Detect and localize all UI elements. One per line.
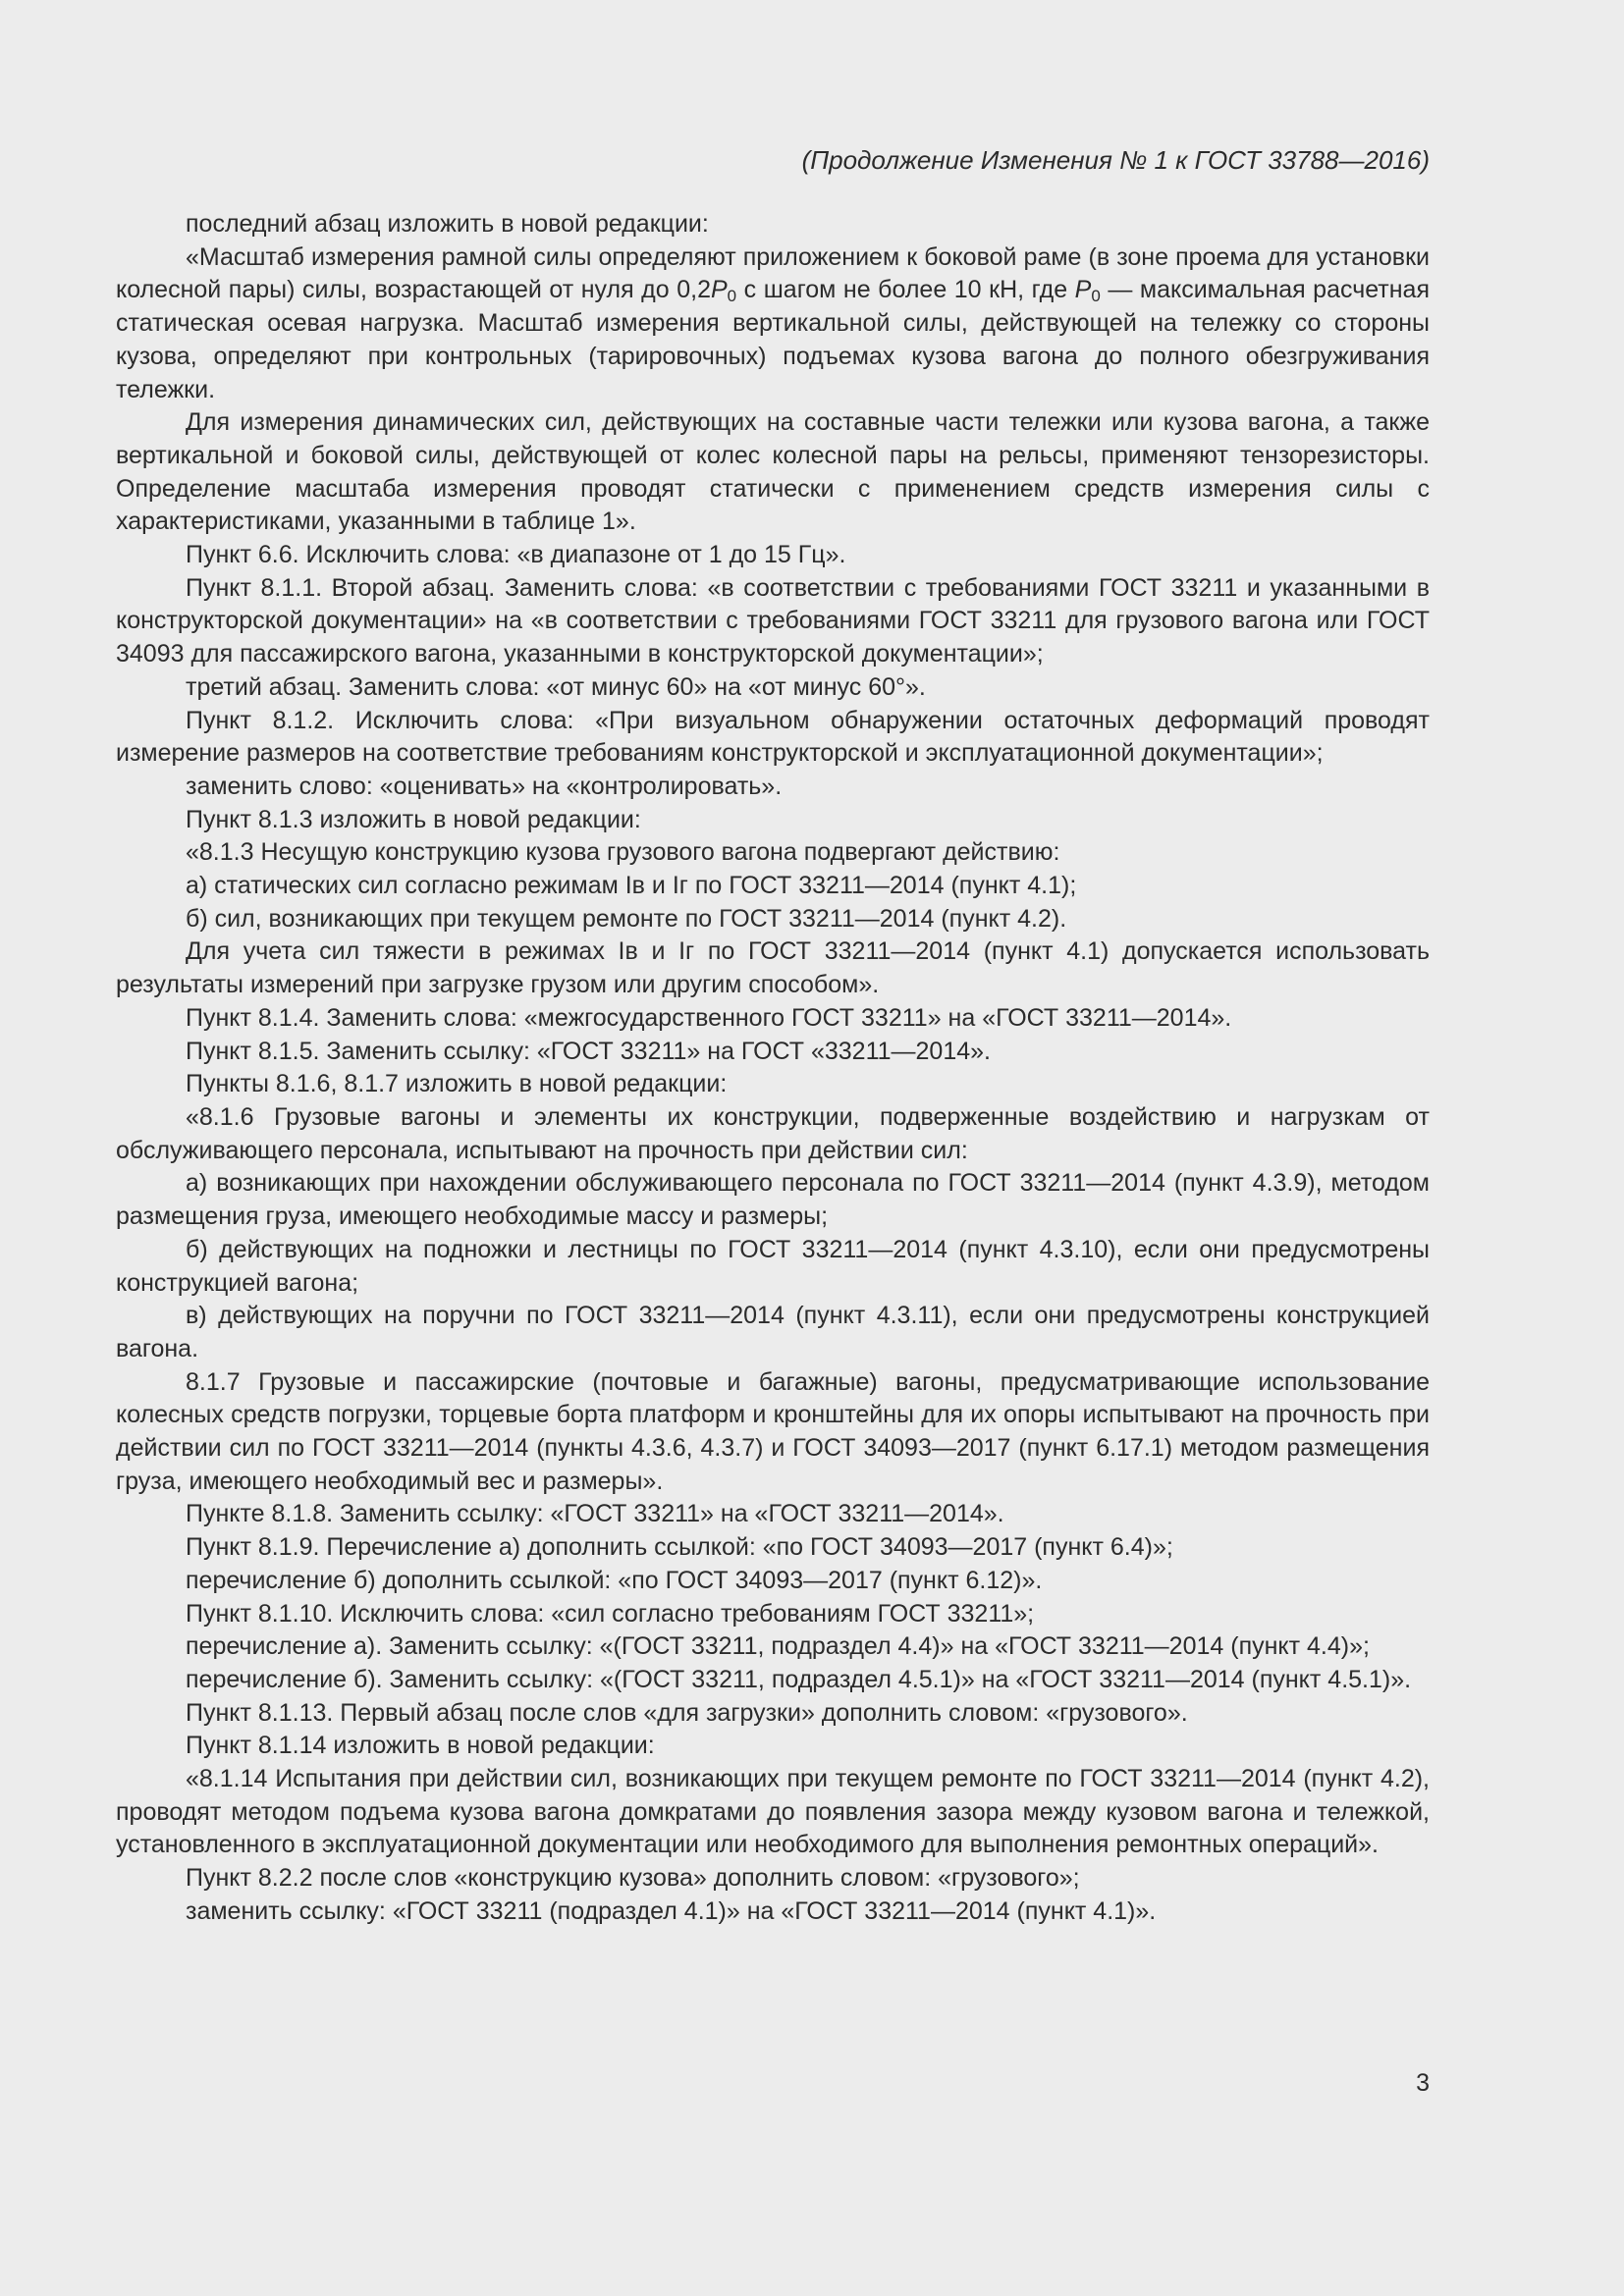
paragraph: 8.1.7 Грузовые и пассажирские (почтовые и багажные) вагоны, предусматривающие использование колесных средств погрузки, торцевые борта платформ и кронштейны для их опоры испытывают на прочность при действии сил по ГОСТ 33211—2014 (пункты 4.3.6, 4.3.7) и ГОСТ 34093—2017 (пункт 6.17.1) методом размещения груза, имеющего необходимый вес и размеры». (116, 1367, 1430, 1495)
subscript: 0 (727, 287, 737, 306)
symbol-p: P (710, 276, 728, 304)
paragraph: Пункте 8.1.8. Заменить ссылку: «ГОСТ 33211» на «ГОСТ 33211—2014». (186, 1500, 1004, 1528)
document-page (116, 0, 1430, 2296)
paragraph: Для учета сил тяжести в режимах Iв и Iг по ГОСТ 33211—2014 (пункт 4.1) допускается использовать результаты измерений при загрузке грузом или другим способом». (116, 937, 1430, 999)
paragraph: Пункт 8.1.4. Заменить слова: «межгосударственного ГОСТ 33211» на «ГОСТ 33211—2014». (186, 1003, 1232, 1032)
paragraph: в) действующих на поручни по ГОСТ 33211—2014 (пункт 4.3.11), если они предусмотрены конструкцией вагона. (116, 1302, 1430, 1362)
paragraph: Пункт 8.1.10. Исключить слова: «сил согласно требованиям ГОСТ 33211»; (186, 1599, 1035, 1628)
paragraph: Пункт 8.1.3 изложить в новой редакции: (186, 805, 641, 833)
paragraph: перечисление а). Заменить ссылку: «(ГОСТ 33211, подраздел 4.4)» на «ГОСТ 33211—2014 (пункт 4.4)»; (186, 1632, 1370, 1661)
paragraph: а) статических сил согласно режимам Iв и Iг по ГОСТ 33211—2014 (пункт 4.1); (186, 872, 1077, 900)
subscript: 0 (1091, 287, 1101, 306)
paragraph: Пункт 8.1.9. Перечисление а) дополнить ссылкой: «по ГОСТ 34093—2017 (пункт 6.4)»; (186, 1533, 1173, 1562)
paragraph: «8.1.6 Грузовые вагоны и элементы их конструкции, подверженные воздействию и нагрузкам от обслуживающего персонала, испытывают на прочность при действии сил: (116, 1102, 1430, 1164)
page-number: 3 (1416, 2069, 1430, 2097)
paragraph: Пункт 8.1.14 изложить в новой редакции: (186, 1732, 655, 1760)
paragraph: заменить слово: «оценивать» на «контролировать». (186, 772, 783, 800)
paragraph: Пункт 8.1.2. Исключить слова: «При визуальном обнаружении остаточных деформаций проводят измерение размеров на соответствие требованиям конструкторской и эксплуатационной документации»; (116, 706, 1430, 768)
paragraph-with-formula: «Масштаб измерения рамной силы определяют приложением к боковой раме (в зоне проема для установки колесной пары) силы, возрастающей от нуля до $0,2P_0$ с шагом не более 10 кН, где $P_0$ — максимальная расчетная статическая осевая нагрузка. Масштаб измерения вертикальной силы, действующей на тележку со стороны кузова, определяют при контрольных (тарировочных) подъемах кузова вагона до полного обезгруживания тележки. (116, 242, 1431, 403)
paragraph: перечисление б) дополнить ссылкой: «по ГОСТ 34093—2017 (пункт 6.12)». (186, 1566, 1043, 1594)
document-body (116, 208, 1430, 1929)
symbol-p: P (1074, 276, 1092, 304)
paragraph: заменить ссылку: «ГОСТ 33211 (подраздел 4.1)» на «ГОСТ 33211—2014 (пункт 4.1)». (186, 1896, 1157, 1925)
paragraph: Для измерения динамических сил, действующих на составные части тележки или кузова вагона, а также вертикальной и боковой силы, действующей от колес колесной пары на рельсы, применяют тензорезисторы. Определение масштаба измерения проводят статически с применением средств измерения силы с характеристиками, указанными в таблице 1». (116, 408, 1430, 536)
paragraph: б) сил, возникающих при текущем ремонте по ГОСТ 33211—2014 (пункт 4.2). (186, 904, 1067, 933)
paragraph: последний абзац изложить в новой редакции: (186, 210, 709, 238)
paragraph: «8.1.14 Испытания при действии сил, возникающих при текущем ремонте по ГОСТ 33211—2014 (пункт 4.2), проводят методом подъема кузова вагона домкратами до появления зазора между кузовом вагона и тележкой, установленного в эксплуатационной документации или необходимого для выполнения ремонтных операций». (116, 1765, 1430, 1859)
paragraph: Пункт 8.1.13. Первый абзац после слов «для загрузки» дополнить словом: «грузового». (186, 1698, 1188, 1727)
page-header: (Продолжение Изменения № 1 к ГОСТ 33788—2016) (801, 145, 1430, 175)
paragraph: Пункт 8.2.2 после слов «конструкцию кузова» дополнить словом: «грузового»; (186, 1864, 1080, 1893)
paragraph: а) возникающих при нахождении обслуживающего персонала по ГОСТ 33211—2014 (пункт 4.3.9), методом размещения груза, имеющего необходимые массу и размеры; (116, 1169, 1430, 1231)
paragraph: перечисление б). Заменить ссылку: «(ГОСТ 33211, подраздел 4.5.1)» на «ГОСТ 33211—2014 (пункт 4.5.1)». (186, 1665, 1412, 1693)
paragraph: Пункты 8.1.6, 8.1.7 изложить в новой редакции: (186, 1070, 728, 1098)
paragraph: третий абзац. Заменить слова: «от минус 60» на «от минус 60°». (186, 672, 926, 701)
paragraph: б) действующих на подножки и лестницы по ГОСТ 33211—2014 (пункт 4.3.10), если они предусмотрены конструкцией вагона; (116, 1235, 1430, 1297)
paragraph: «8.1.3 Несущую конструкцию кузова грузового вагона подвергают действию: (186, 838, 1060, 867)
paragraph: Пункт 6.6. Исключить слова: «в диапазоне от 1 до 15 Гц». (186, 541, 846, 569)
paragraph: Пункт 8.1.1. Второй абзац. Заменить слова: «в соответствии с требованиями ГОСТ 33211 и указанными в конструкторской документации» на «в соответствии с требованиями ГОСТ 33211 для грузового вагона или ГОСТ 34093 для пассажирского вагона, указанными в конструкторской документации»; (116, 573, 1430, 668)
paragraph: Пункт 8.1.5. Заменить ссылку: «ГОСТ 33211» на ГОСТ «33211—2014». (186, 1037, 991, 1065)
